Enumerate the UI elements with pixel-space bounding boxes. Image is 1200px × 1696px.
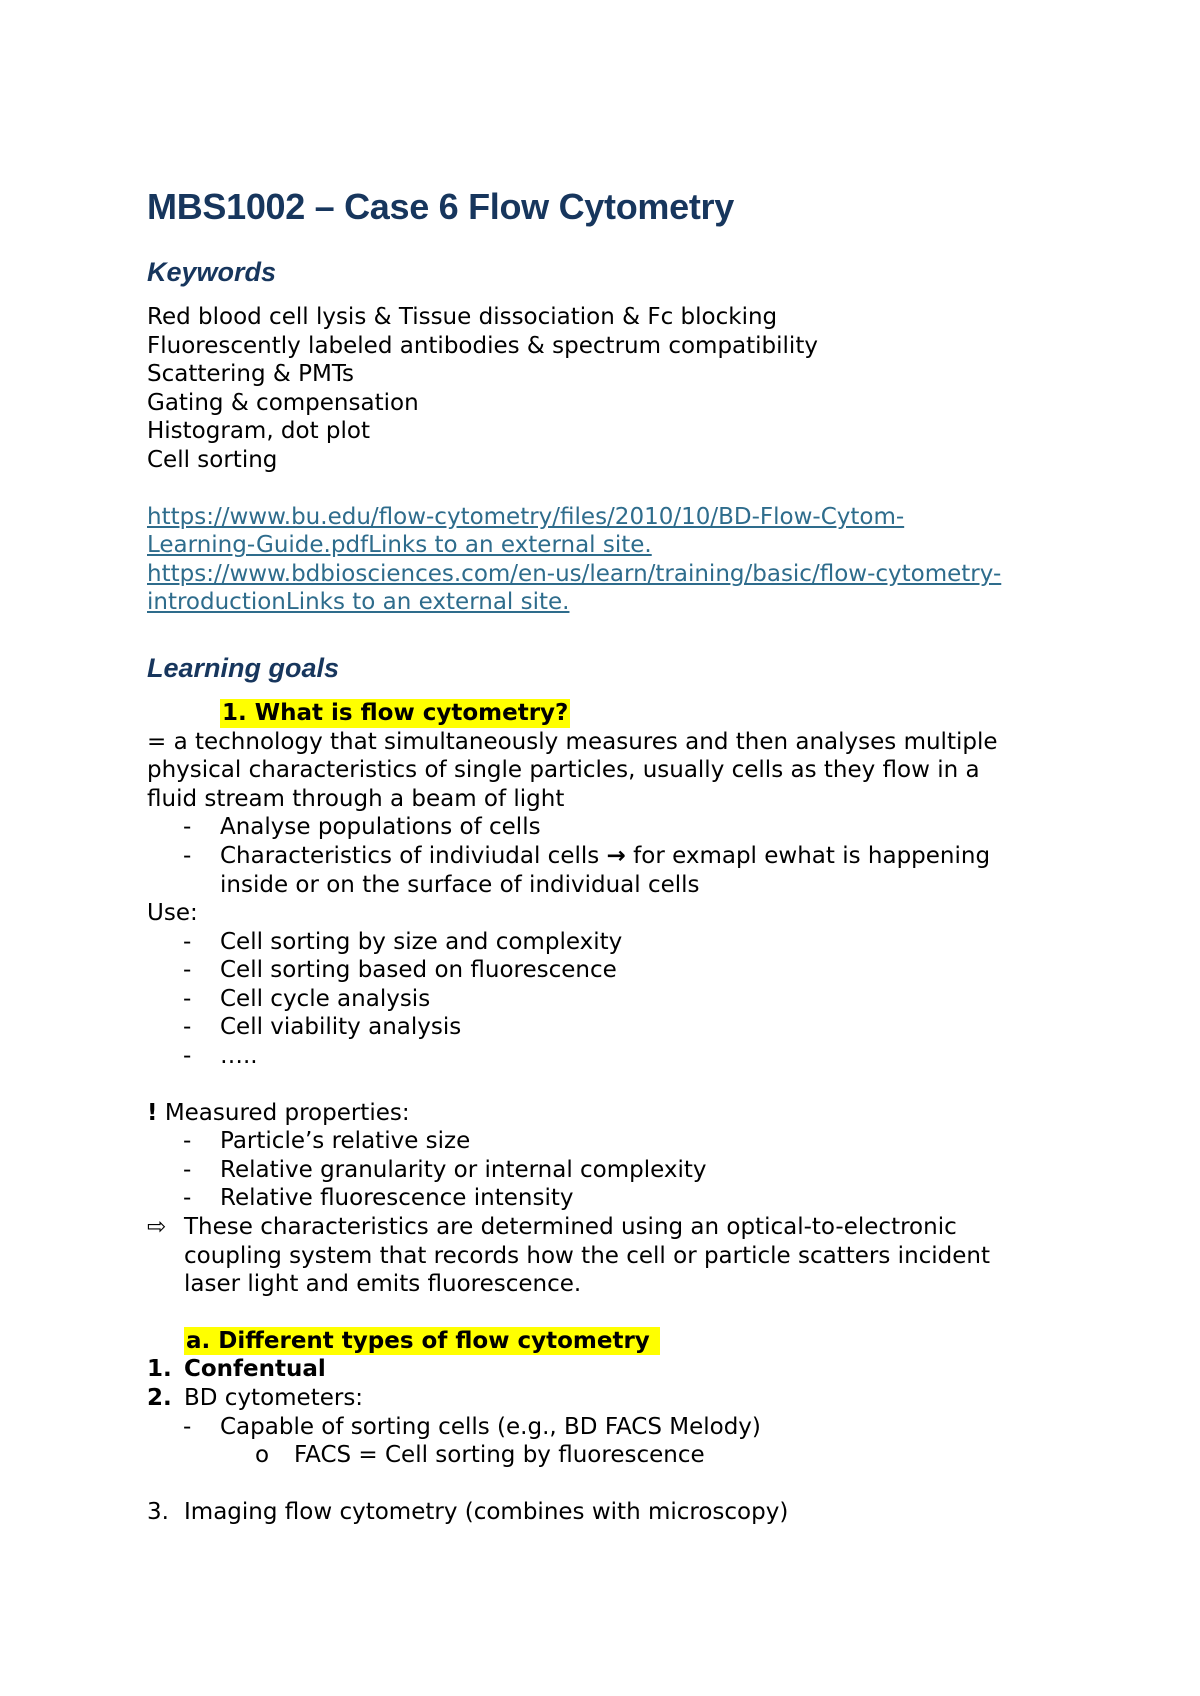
conclusion-line: coupling system that records how the cell or particle scatters incident	[184, 1242, 991, 1269]
document-content	[147, 185, 1077, 1526]
dash-bullet: -	[183, 814, 192, 841]
dash-bullet: -	[183, 928, 192, 955]
bu-flow-guide-link-continued[interactable]: Learning-Guide.pdfLinks to an external site.	[147, 532, 652, 559]
dash-bullet: -	[183, 1156, 192, 1183]
types-heading	[147, 1327, 1077, 1356]
use-item-text: …..	[220, 1043, 258, 1070]
types-item-text: Imaging flow cytometry (combines with microscopy)	[184, 1498, 789, 1525]
use-item	[147, 1013, 1077, 1042]
definition-line: = a technology that simultaneously measures and then analyses multiple	[147, 728, 998, 755]
keyword-line: Gating & compensation	[147, 389, 419, 416]
measured-label-text: Measured properties:	[164, 1099, 410, 1126]
dash-bullet: -	[183, 1413, 192, 1440]
measured-item	[147, 1156, 1077, 1185]
use-item-text: Cell sorting based on fluorescence	[220, 957, 617, 984]
question-1-text: What is flow cytometry?	[254, 699, 569, 726]
conclusion-item	[147, 1213, 1077, 1299]
types-item-text: Confentual	[184, 1356, 326, 1383]
list-item-text: inside or on the surface of individual cells	[220, 871, 700, 898]
keywords-list	[147, 303, 1077, 475]
right-arrow-icon: →	[606, 842, 626, 869]
types-dash-item-text: Capable of sorting cells (e.g., BD FACS Melody)	[220, 1413, 761, 1440]
types-sub-item	[147, 1441, 1077, 1470]
measured-item-text: Particle’s relative size	[220, 1128, 471, 1155]
types-item-number: 3.	[147, 1498, 169, 1525]
measured-properties-label	[147, 1099, 1077, 1128]
list-item	[147, 842, 1077, 871]
dash-bullet: -	[183, 985, 192, 1012]
keyword-line: Cell sorting	[147, 446, 278, 473]
conclusion-line: These characteristics are determined using an optical-to-electronic	[184, 1214, 957, 1241]
keyword-line: Fluorescently labeled antibodies & spectrum compatibility	[147, 332, 818, 359]
measured-item	[147, 1127, 1077, 1156]
dash-bullet: -	[183, 842, 192, 869]
page-title: MBS1002 – Case 6 Flow Cytometry	[147, 186, 734, 227]
bd-biosciences-link-continued[interactable]: introductionLinks to an external site.	[147, 589, 570, 616]
keyword-line: Histogram, dot plot	[147, 418, 371, 445]
hollow-arrow-icon: ⇨	[147, 1214, 167, 1241]
list-item	[147, 813, 1077, 842]
keyword-line: Scattering & PMTs	[147, 361, 355, 388]
types-heading-prefix: a.	[186, 1327, 211, 1354]
measured-item-text: Relative fluorescence intensity	[220, 1185, 574, 1212]
types-item	[147, 1384, 1077, 1413]
bu-flow-guide-link[interactable]: https://www.bu.edu/flow-cytometry/files/2010/10/BD-Flow-Cytom-	[147, 503, 905, 530]
dash-bullet: -	[183, 1043, 192, 1070]
types-item-number: 1.	[147, 1356, 172, 1383]
use-item	[147, 956, 1077, 985]
keyword-line: Red blood cell lysis & Tissue dissociation & Fc blocking	[147, 304, 778, 330]
circle-bullet-icon: o	[255, 1442, 270, 1469]
types-sub-item-text: FACS = Cell sorting by fluorescence	[294, 1442, 705, 1469]
list-item-continuation	[147, 871, 1077, 900]
use-label: Use:	[147, 900, 198, 927]
list-item-text: Analyse populations of cells	[220, 814, 541, 841]
list-item-text	[220, 842, 1077, 871]
learning-goals-heading: Learning goals	[147, 652, 340, 683]
types-item-number: 2.	[147, 1385, 172, 1411]
dash-bullet: -	[183, 1185, 192, 1212]
conclusion-line: laser light and emits fluorescence.	[184, 1271, 582, 1298]
use-item	[147, 985, 1077, 1014]
bd-biosciences-link[interactable]: https://www.bdbiosciences.com/en-us/learn/training/basic/flow-cytometry-	[147, 560, 1002, 587]
measured-item-text: Relative granularity or internal complexity	[220, 1156, 707, 1183]
definition-line: physical characteristics of single particles, usually cells as they flow in a	[147, 757, 980, 784]
list-item-text-part: Characteristics of indiviudal cells	[220, 842, 600, 869]
types-heading-highlight	[184, 1327, 660, 1356]
list-item-text-part: for exmapl ewhat is happening	[633, 842, 991, 869]
reference-links	[147, 503, 1077, 617]
question-1-number: 1.	[222, 699, 247, 726]
question-1-highlight	[220, 699, 570, 728]
use-item-text: Cell cycle analysis	[220, 985, 431, 1012]
use-item	[147, 928, 1077, 957]
use-item	[147, 1042, 1077, 1071]
types-item	[147, 1498, 1077, 1527]
conclusion-text	[184, 1213, 1077, 1299]
use-item-text: Cell sorting by size and complexity	[220, 928, 623, 955]
types-dash-item	[147, 1413, 1077, 1442]
keywords-heading: Keywords	[147, 257, 277, 287]
use-item-text: Cell viability analysis	[220, 1014, 462, 1041]
question-1	[147, 699, 1077, 728]
dash-bullet: -	[183, 1128, 192, 1155]
exclamation-icon: !	[147, 1099, 158, 1126]
types-item	[147, 1355, 1077, 1384]
types-heading-text: Different types of flow cytometry	[218, 1327, 650, 1354]
dash-bullet: -	[183, 957, 192, 984]
dash-bullet: -	[183, 1014, 192, 1041]
definition-line: fluid stream through a beam of light	[147, 785, 565, 812]
types-item-text: BD cytometers:	[184, 1385, 364, 1411]
measured-item	[147, 1184, 1077, 1213]
